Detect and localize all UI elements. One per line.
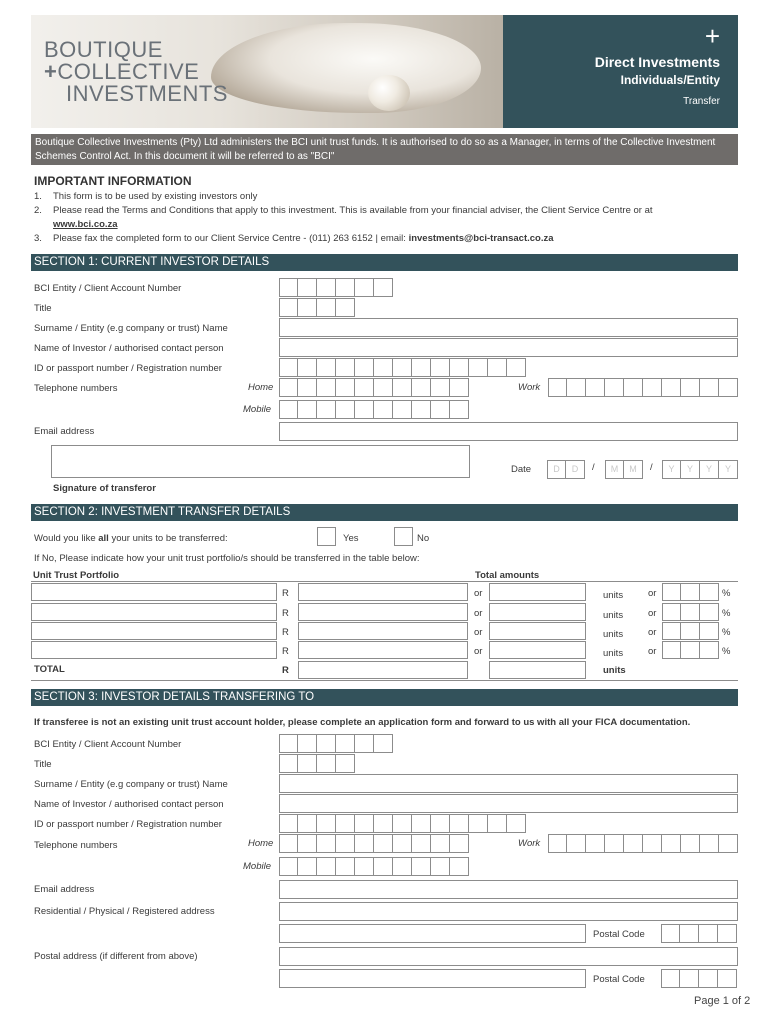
date-separator: / xyxy=(650,462,653,473)
important-item-2: Please read the Terms and Conditions that apply to this investment. This is available from your financial adviser, the Client Service Centre or at xyxy=(53,205,653,216)
account-number-input[interactable] xyxy=(279,734,393,753)
email-input[interactable] xyxy=(279,422,738,441)
units-label: units xyxy=(603,590,624,601)
percent-label: % xyxy=(722,588,731,599)
postal-code-label: Postal Code xyxy=(593,974,645,985)
logo-line-1: BOUTIQUE xyxy=(44,37,163,62)
logo-line-3: INVESTMENTS xyxy=(66,81,228,106)
postal-address-label: Postal address (if different from above) xyxy=(34,951,198,962)
pearl-image xyxy=(368,75,410,111)
units-label: units xyxy=(603,648,624,659)
residential-address-line-2[interactable] xyxy=(279,924,586,943)
entity-label: BCI Entity / Client Account Number xyxy=(34,739,182,750)
date-separator: / xyxy=(592,462,595,473)
yes-label: Yes xyxy=(343,533,359,544)
home-label: Home xyxy=(248,382,274,393)
col-portfolio-header: Unit Trust Portfolio xyxy=(33,570,120,581)
amount-input[interactable] xyxy=(298,603,468,621)
section-3-note: If transferee is not an existing unit trust account holder, please complete an application form and forward to us with all your FICA documentation. xyxy=(34,717,691,728)
percent-input[interactable] xyxy=(662,622,719,640)
mobile-label: Mobile xyxy=(243,404,271,415)
important-item-1: This form is to be used by existing investors only xyxy=(53,191,258,202)
amount-input[interactable] xyxy=(298,583,468,601)
transfer-instruction: If No, Please indicate how your unit trust portfolio/s should be transferred in the table below: xyxy=(34,553,420,564)
percent-label: % xyxy=(722,608,731,619)
surname-label: Surname / Entity (e.g company or trust) Name xyxy=(34,779,228,790)
signature-box[interactable] xyxy=(51,445,470,478)
page-subtitle: Individuals/Entity xyxy=(620,73,720,87)
total-label: TOTAL xyxy=(34,664,65,675)
currency-label: R xyxy=(282,627,289,638)
signature-label: Signature of transferor xyxy=(53,483,156,494)
date-day-input[interactable]: D D xyxy=(547,460,585,479)
page-title: Direct Investments xyxy=(594,54,720,70)
important-heading: IMPORTANT INFORMATION xyxy=(34,174,192,188)
no-checkbox[interactable] xyxy=(394,527,413,546)
surname-label: Surname / Entity (e.g company or trust) Name xyxy=(34,323,228,334)
portfolio-input[interactable] xyxy=(31,583,277,601)
header-title-panel xyxy=(503,15,738,128)
date-month-input[interactable]: M M xyxy=(605,460,643,479)
id-label: ID or passport number / Registration number xyxy=(34,363,222,374)
or-label: or xyxy=(474,608,483,619)
no-label: No xyxy=(417,533,430,544)
investor-name-input[interactable] xyxy=(279,794,738,813)
plus-icon: + xyxy=(44,59,58,84)
id-label: ID or passport number / Registration number xyxy=(34,819,222,830)
page-number: Page 1 of 2 xyxy=(694,995,751,1007)
work-label: Work xyxy=(518,838,541,849)
currency-label: R xyxy=(282,608,289,619)
section-3-header: SECTION 3: INVESTOR DETAILS TRANSFERING TO xyxy=(31,689,738,706)
email-label: Email address xyxy=(34,426,95,437)
residential-postal-code-input[interactable] xyxy=(661,924,737,943)
entity-label: BCI Entity / Client Account Number xyxy=(34,283,182,294)
percent-input[interactable] xyxy=(662,603,719,621)
units-input[interactable] xyxy=(489,603,586,621)
portfolio-input[interactable] xyxy=(31,622,277,640)
postal-address-line-2[interactable] xyxy=(279,969,586,988)
surname-input[interactable] xyxy=(279,318,738,337)
units-input[interactable] xyxy=(489,622,586,640)
amount-input[interactable] xyxy=(298,622,468,640)
surname-input[interactable] xyxy=(279,774,738,793)
home-phone-input[interactable] xyxy=(279,834,469,853)
total-units-input[interactable] xyxy=(489,661,586,679)
title-label: Title xyxy=(34,759,52,770)
title-label: Title xyxy=(34,303,52,314)
intro-text: Boutique Collective Investments (Pty) Ltd administers the BCI unit trust funds. It is authorised to do so as a Manager, in terms of the Collective Investment Schemes Control Act. In this document it will be referred to as "BCI" xyxy=(31,134,738,165)
home-label: Home xyxy=(248,838,274,849)
or-label: or xyxy=(648,646,657,657)
or-label: or xyxy=(648,588,657,599)
email-input[interactable] xyxy=(279,880,738,899)
units-input[interactable] xyxy=(489,583,586,601)
portfolio-input[interactable] xyxy=(31,641,277,659)
important-item-3: Please fax the completed form to our Client Service Centre - (011) 263 6152 | email: investments@bci-transact.co.za xyxy=(53,233,554,244)
account-number-input[interactable] xyxy=(279,278,393,297)
units-input[interactable] xyxy=(489,641,586,659)
list-number: 3. xyxy=(34,233,42,244)
plus-icon: + xyxy=(704,21,720,51)
units-label: units xyxy=(603,610,624,621)
units-label: units xyxy=(603,665,626,676)
work-label: Work xyxy=(518,382,541,393)
currency-label: R xyxy=(282,665,289,676)
mobile-label: Mobile xyxy=(243,861,271,872)
percent-label: % xyxy=(722,627,731,638)
postal-code-label: Postal Code xyxy=(593,929,645,940)
percent-input[interactable] xyxy=(662,583,719,601)
postal-address-line-1[interactable] xyxy=(279,947,738,966)
portfolio-input[interactable] xyxy=(31,603,277,621)
work-phone-input[interactable] xyxy=(548,378,738,397)
telephone-label: Telephone numbers xyxy=(34,383,118,394)
id-number-input[interactable] xyxy=(279,814,526,833)
id-number-input[interactable] xyxy=(279,358,526,377)
investor-name-label: Name of Investor / authorised contact person xyxy=(34,343,224,354)
section-1-header: SECTION 1: CURRENT INVESTOR DETAILS xyxy=(31,254,738,271)
residential-label: Residential / Physical / Registered address xyxy=(34,906,215,917)
percent-input[interactable] xyxy=(662,641,719,659)
mobile-phone-input[interactable] xyxy=(279,857,469,876)
residential-address-line-1[interactable] xyxy=(279,902,738,921)
list-number: 2. xyxy=(34,205,42,216)
email-link[interactable]: investments@bci-transact.co.za xyxy=(408,233,554,244)
title-input[interactable] xyxy=(279,298,355,317)
work-phone-input[interactable] xyxy=(548,834,738,853)
header-banner xyxy=(31,15,738,128)
website-link[interactable]: www.bci.co.za xyxy=(53,219,118,230)
home-phone-input[interactable] xyxy=(279,378,469,397)
or-label: or xyxy=(474,627,483,638)
yes-checkbox[interactable] xyxy=(317,527,336,546)
logo-line-2: +COLLECTIVE xyxy=(44,59,200,84)
investor-name-label: Name of Investor / authorised contact person xyxy=(34,799,224,810)
percent-label: % xyxy=(722,646,731,657)
or-label: or xyxy=(648,608,657,619)
telephone-label: Telephone numbers xyxy=(34,840,118,851)
list-number: 1. xyxy=(34,191,42,202)
postal-code-input[interactable] xyxy=(661,969,737,988)
or-label: or xyxy=(474,646,483,657)
section-2-header: SECTION 2: INVESTMENT TRANSFER DETAILS xyxy=(31,504,738,521)
form-type: Transfer xyxy=(683,96,720,107)
mobile-phone-input[interactable] xyxy=(279,400,469,419)
currency-label: R xyxy=(282,646,289,657)
units-label: units xyxy=(603,629,624,640)
or-label: or xyxy=(648,627,657,638)
title-input[interactable] xyxy=(279,754,355,773)
currency-label: R xyxy=(282,588,289,599)
investor-name-input[interactable] xyxy=(279,338,738,357)
amount-input[interactable] xyxy=(298,641,468,659)
date-label: Date xyxy=(511,464,532,475)
col-total-header: Total amounts xyxy=(475,570,540,581)
or-label: or xyxy=(474,588,483,599)
date-year-input[interactable]: Y Y Y Y xyxy=(662,460,738,479)
transfer-question: Would you like all your units to be transferred: xyxy=(34,533,228,544)
total-amount-input[interactable] xyxy=(298,661,468,679)
email-label: Email address xyxy=(34,884,95,895)
